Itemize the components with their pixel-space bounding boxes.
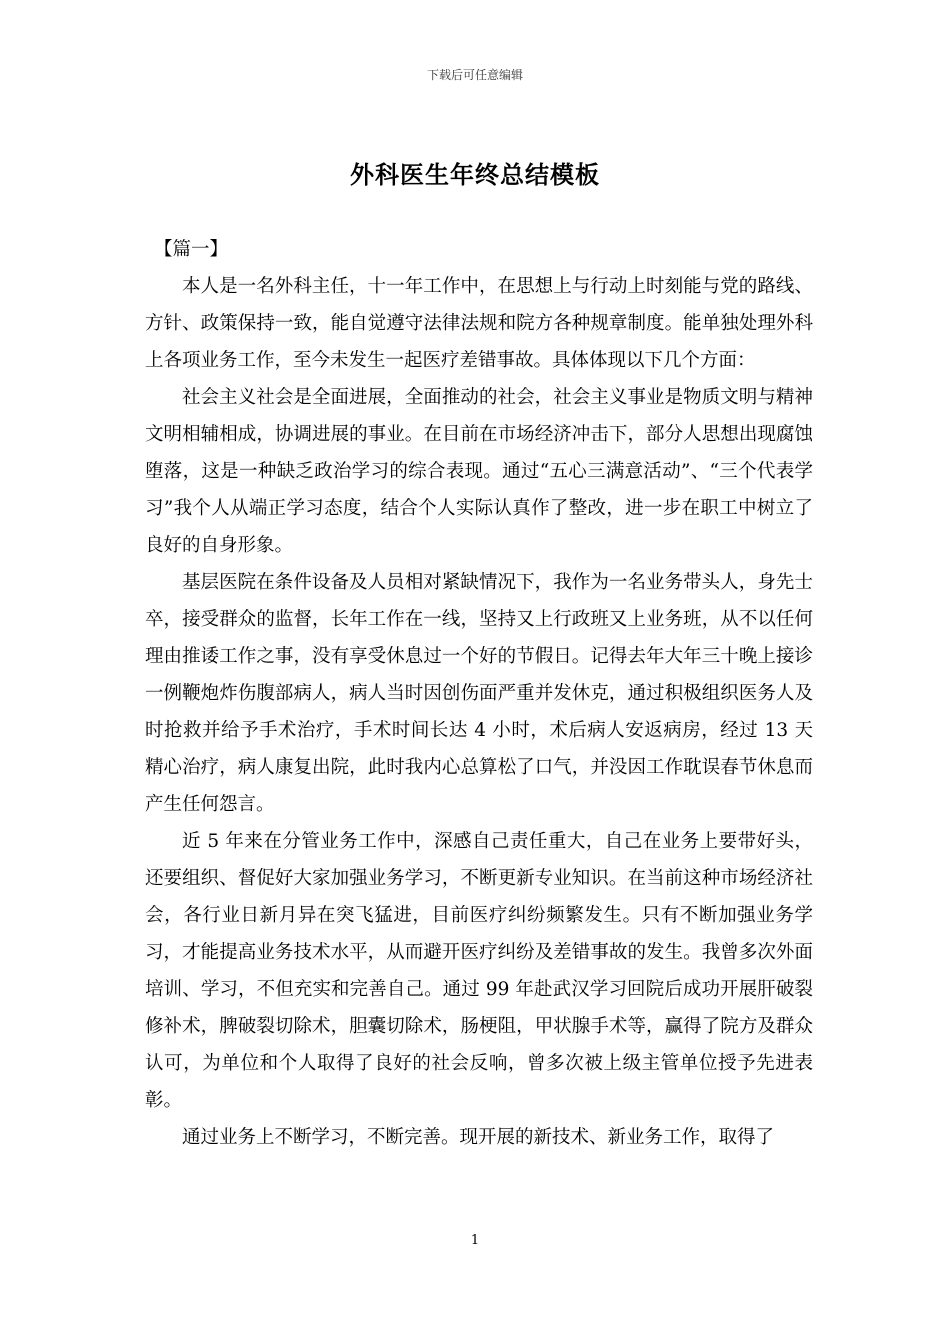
header-note: 下载后可任意编辑 (426, 68, 523, 82)
section-label: 【篇一】 (154, 239, 229, 260)
paragraph: 本人是一名外科主任，十一年工作中，在思想上与行动上时刻能与党的路线、方针、政策保持一致，能自觉遵守法律法规和院方各种规章制度。能单独处理外科上各项业务工作，至今未发生一起医疗差错事故。具体体现以下几个方面： (145, 276, 813, 371)
paragraph: 基层医院在条件设备及人员相对紧缺情况下，我作为一名业务带头人，身先士卒，接受群众的监督，长年工作在一线，坚持又上行政班又上业务班，从不以任何理由推诿工作之事，没有享受休息过一个好的节假日。记得去年大年三十晚上接诊一例鞭炮炸伤腹部病人，病人当时因创伤面严重并发休克，通过积极组织医务人及时抢救并给予手术治疗，手术时间长达 4 小时，术后病人安返病房，经过 13 天精心治疗，病人康复出院，此时我内心总算松了口气，并没因工作耽误春节休息而产生任何怨言。 (145, 572, 813, 815)
paragraph: 社会主义社会是全面进展，全面推动的社会，社会主义事业是物质文明与精神文明相辅相成，协调进展的事业。在目前在市场经济冲击下，部分人思想出现腐蚀堕落，这是一种缺乏政治学习的综合表现。通过“五心三满意活动”、“三个代表学习”我个人从端正学习态度，结合个人实际认真作了整改，进一步在职工中树立了良好的自身形象。 (145, 387, 813, 556)
page-number: 1 (470, 1233, 480, 1248)
paragraph: 近 5 年来在分管业务工作中，深感自己责任重大，自己在业务上要带好头，还要组织、督促好大家加强业务学习，不断更新专业知识。在当前这种市场经济社会，各行业日新月异在突飞猛进，目前医疗纠纷频繁发生。只有不断加强业务学习，才能提高业务技术水平，从而避开医疗纠纷及差错事故的发生。我曾多次外面培训、学习，不但充实和完善自己。通过 99 年赴武汉学习回院后成功开展肝破裂修补术，脾破裂切除术，胆囊切除术，肠梗阻，甲状腺手术等，赢得了院方及群众认可，为单位和个人取得了良好的社会反响，曾多次被上级主管单位授予先进表彰。 (145, 831, 813, 1111)
document-title: 外科医生年终总结模板 (350, 160, 600, 189)
document-body (145, 231, 813, 1156)
paragraph: 通过业务上不断学习，不断完善。现开展的新技术、新业务工作，取得了 (182, 1127, 775, 1148)
